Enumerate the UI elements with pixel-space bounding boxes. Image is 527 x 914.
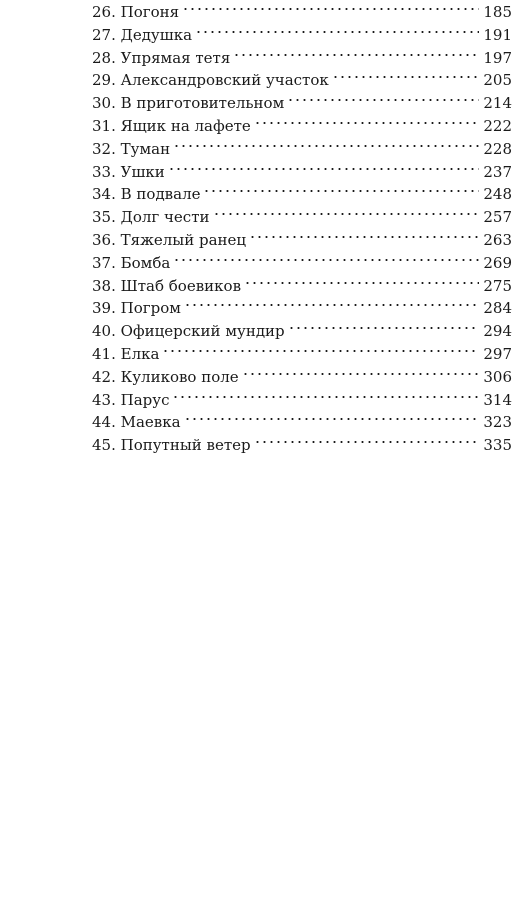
toc-entry xyxy=(92,69,512,92)
toc-entry-page: 306 xyxy=(483,367,512,386)
toc-entry-page: 257 xyxy=(483,208,512,227)
dot-leader xyxy=(242,369,480,379)
toc-entry xyxy=(92,206,512,229)
toc-entry-page: 214 xyxy=(483,94,512,113)
toc-entry xyxy=(92,138,512,161)
toc-entry xyxy=(92,24,512,47)
toc-entry-page: 323 xyxy=(483,413,512,432)
toc-entry-title: 32. Туман xyxy=(92,139,171,158)
toc-entry xyxy=(92,389,512,412)
toc-entry-title: 26. Погоня xyxy=(92,3,180,21)
toc-entry-title: 27. Дедушка xyxy=(92,25,193,44)
dot-leader xyxy=(244,278,479,288)
toc-entry-title: 40. Офицерский мундир xyxy=(92,322,285,341)
toc-entry xyxy=(92,434,512,457)
toc-entry-title: 43. Парус xyxy=(92,390,170,409)
dot-leader xyxy=(233,50,479,60)
toc-entry-page: 335 xyxy=(483,436,512,455)
toc-entry xyxy=(92,229,512,252)
toc-entry xyxy=(92,1,512,24)
dot-leader xyxy=(249,232,479,242)
toc-entry-title: 38. Штаб боевиков xyxy=(92,276,242,295)
dot-leader xyxy=(173,255,479,265)
toc-entry xyxy=(92,92,512,115)
toc-entry xyxy=(92,161,512,184)
dot-leader xyxy=(254,437,480,447)
toc-entry-page: 314 xyxy=(483,390,512,409)
toc-entry xyxy=(92,252,512,275)
dot-leader xyxy=(254,118,480,128)
toc-entry-page: 205 xyxy=(483,71,512,90)
dot-leader xyxy=(182,4,479,14)
toc-entry xyxy=(92,183,512,206)
dot-leader xyxy=(332,72,480,82)
dot-leader xyxy=(184,414,480,424)
toc-entry-title: 28. Упрямая тетя xyxy=(92,48,231,67)
dot-leader xyxy=(172,392,479,402)
toc-entry xyxy=(92,297,512,320)
dot-leader xyxy=(287,95,479,105)
toc-entry-title: 39. Погром xyxy=(92,299,181,318)
toc-entry-page: 191 xyxy=(483,25,512,44)
toc-entry-page: 263 xyxy=(483,230,512,249)
toc-entry-title: 41. Елка xyxy=(92,344,160,363)
dot-leader xyxy=(173,141,479,151)
toc-entry xyxy=(92,366,512,389)
dot-leader xyxy=(203,186,479,196)
toc-entry-title: 31. Ящик на лафете xyxy=(92,116,251,135)
toc-entry-title: 30. В приготовительном xyxy=(92,94,285,113)
toc-entry-page: 228 xyxy=(483,139,512,158)
toc-entry-page: 284 xyxy=(483,299,512,318)
toc-entry-title: 34. В подвале xyxy=(92,185,201,204)
dot-leader xyxy=(288,323,480,333)
toc-entry-title: 29. Александровский участок xyxy=(92,71,329,90)
toc-entry xyxy=(92,320,512,343)
toc-entry xyxy=(92,343,512,366)
toc-entry-page: 237 xyxy=(483,162,512,181)
dot-leader xyxy=(162,346,479,356)
toc-entry xyxy=(92,275,512,298)
toc-entry xyxy=(92,115,512,138)
toc-entry-page: 197 xyxy=(483,48,512,67)
dot-leader xyxy=(195,27,479,37)
dot-leader xyxy=(213,209,480,219)
toc-entry-page: 297 xyxy=(483,344,512,363)
toc-entry xyxy=(92,47,512,70)
toc-entry-page: 185 xyxy=(483,3,512,21)
toc-entry-page: 275 xyxy=(483,276,512,295)
dot-leader xyxy=(184,300,479,310)
toc-entry-title: 33. Ушки xyxy=(92,162,165,181)
toc-entry-title: 44. Маевка xyxy=(92,413,181,432)
toc-entry-page: 248 xyxy=(483,185,512,204)
dot-leader xyxy=(168,164,480,174)
toc-entry-title: 35. Долг чести xyxy=(92,208,210,227)
toc-entry-page: 294 xyxy=(483,322,512,341)
toc-entry xyxy=(92,411,512,434)
toc-entry-page: 222 xyxy=(483,116,512,135)
toc-entry-page: 269 xyxy=(483,253,512,272)
toc-entry-title: 36. Тяжелый ранец xyxy=(92,230,247,249)
toc-entry-title: 37. Бомба xyxy=(92,253,171,272)
toc-entry-title: 45. Попутный ветер xyxy=(92,436,251,455)
toc-entry-title: 42. Куликово поле xyxy=(92,367,239,386)
table-of-contents xyxy=(92,0,512,457)
